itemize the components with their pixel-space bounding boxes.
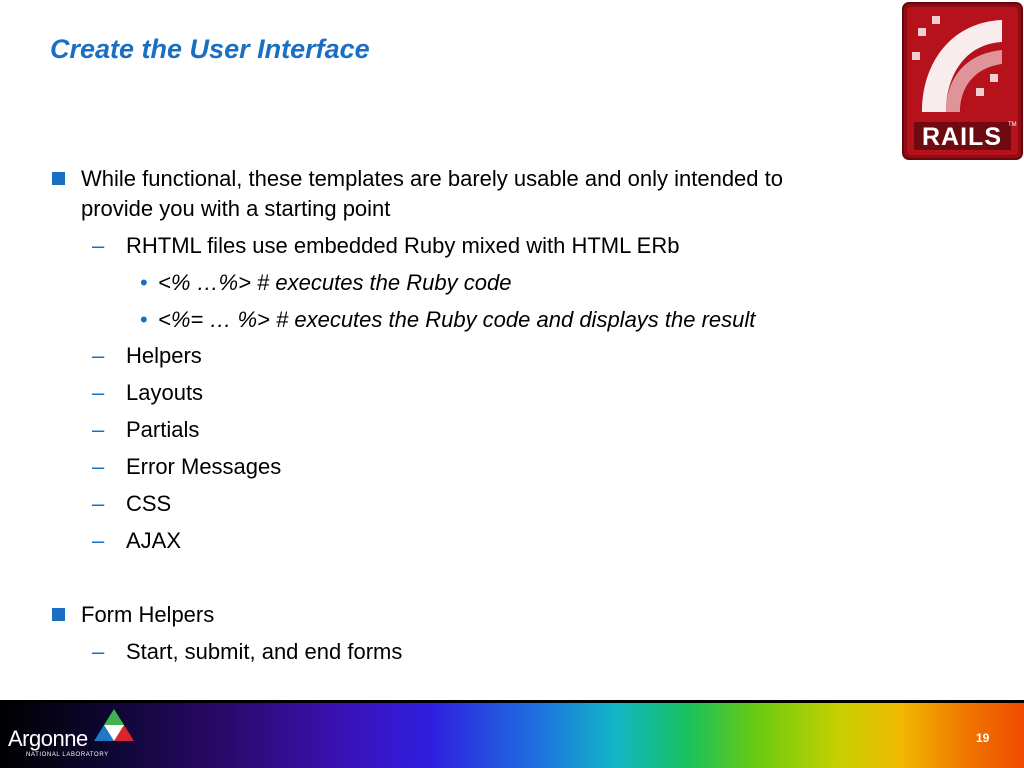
dash-icon: – — [92, 343, 105, 368]
sub-sub-item-execute: <% …%> # executes the Ruby code — [158, 270, 512, 295]
dash-icon: – — [92, 380, 105, 405]
page-number: 19 — [976, 731, 990, 745]
sub-item-rhtml: RHTML files use embedded Ruby mixed with HTML ERb — [126, 233, 680, 258]
footer-bar — [0, 703, 1024, 768]
sub-item-error-messages: Error Messages — [126, 454, 282, 479]
rails-logo — [902, 2, 1023, 160]
dash-icon: – — [92, 639, 105, 664]
sub-item-css: CSS — [126, 491, 172, 516]
dot-bullet-icon: • — [140, 307, 148, 332]
bullet-1-line-2: provide you with a starting point — [81, 196, 391, 221]
sub-item-layouts: Layouts — [126, 380, 204, 405]
bullet-2-line-1: Form Helpers — [81, 602, 215, 627]
slide-title: Create the User Interface — [50, 34, 370, 64]
sub-item-helpers: Helpers — [126, 343, 202, 368]
argonne-logo-subtext: NATIONAL LABORATORY — [26, 752, 109, 758]
dash-icon: – — [92, 491, 105, 516]
dash-icon: – — [92, 417, 105, 442]
argonne-logo-text: Argonne — [8, 726, 88, 751]
rails-tm: TM — [1008, 122, 1017, 128]
bullet-square-icon — [52, 172, 65, 185]
dash-icon: – — [92, 233, 105, 258]
bullet-1-line-1: While functional, these templates are barely usable and only intended to — [81, 166, 783, 191]
sub-sub-item-display: <%= … %> # executes the Ruby code and displays the result — [158, 307, 756, 332]
bullet-square-icon — [52, 608, 65, 621]
sub-item-partials: Partials — [126, 417, 200, 442]
dash-icon: – — [92, 454, 105, 479]
rails-wordmark: RAILS — [922, 123, 1002, 151]
sub-item-forms: Start, submit, and end forms — [126, 639, 403, 664]
dot-bullet-icon: • — [140, 270, 148, 295]
dash-icon: – — [92, 528, 105, 553]
sub-item-ajax: AJAX — [126, 528, 182, 553]
argonne-triangle-icon — [94, 707, 134, 748]
